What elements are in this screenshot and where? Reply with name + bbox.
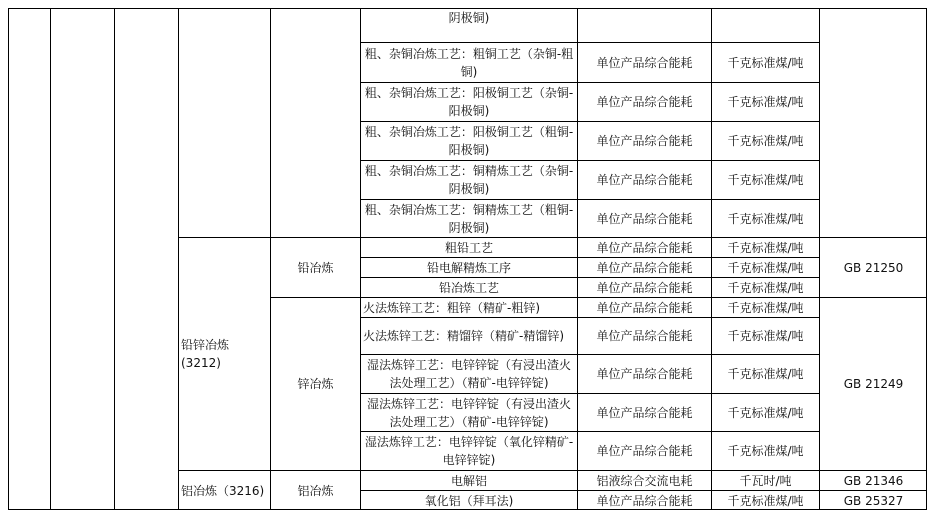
copper-indicator-3: 单位产品综合能耗 — [577, 121, 711, 160]
zinc-indicator-4: 单位产品综合能耗 — [577, 431, 711, 470]
aluminum-category: 铝冶炼（3216) — [178, 470, 270, 510]
copper-indicator-5: 单位产品综合能耗 — [577, 199, 711, 237]
aluminum-unit-0: 千瓦时/吨 — [711, 470, 819, 490]
copper-category-cell — [178, 8, 270, 237]
aluminum-indicator-0: 铝液综合交流电耗 — [577, 470, 711, 490]
lead-indicator-2: 单位产品综合能耗 — [577, 277, 711, 297]
zinc-process-4: 湿法炼锌工艺：电锌锌锭（氧化锌精矿-电锌锌锭) — [360, 431, 577, 470]
lead-process-1: 铅电解精炼工序 — [360, 257, 577, 277]
copper-unit-3: 千克标准煤/吨 — [711, 121, 819, 160]
lead-indicator-1: 单位产品综合能耗 — [577, 257, 711, 277]
copper-standard-cell — [819, 8, 927, 237]
copper-indicator-2: 单位产品综合能耗 — [577, 82, 711, 121]
copper-unit-2: 千克标准煤/吨 — [711, 82, 819, 121]
empty-col-2 — [50, 8, 114, 510]
zinc-unit-2: 千克标准煤/吨 — [711, 354, 819, 393]
aluminum-unit-1: 千克标准煤/吨 — [711, 490, 819, 510]
zinc-unit-1: 千克标准煤/吨 — [711, 317, 819, 354]
copper-process-5: 粗、杂铜冶炼工艺：铜精炼工艺（粗铜-阴极铜) — [360, 199, 577, 237]
copper-process-4: 粗、杂铜冶炼工艺：铜精炼工艺（杂铜-阴极铜) — [360, 160, 577, 199]
copper-process-2: 粗、杂铜冶炼工艺：阳极铜工艺（杂铜-阳极铜) — [360, 82, 577, 121]
lead-unit-0: 千克标准煤/吨 — [711, 237, 819, 257]
aluminum-indicator-1: 单位产品综合能耗 — [577, 490, 711, 510]
zinc-indicator-2: 单位产品综合能耗 — [577, 354, 711, 393]
table-right-border — [926, 8, 927, 510]
copper-indicator-1: 单位产品综合能耗 — [577, 42, 711, 82]
aluminum-standard-1: GB 25327 — [819, 490, 927, 510]
lead-unit-2: 千克标准煤/吨 — [711, 277, 819, 297]
lead-zinc-category: 铅锌冶炼(3212) — [178, 237, 270, 470]
lead-unit-1: 千克标准煤/吨 — [711, 257, 819, 277]
zinc-process-3: 湿法炼锌工艺：电锌锌锭（有浸出渣火法处理工艺）（精矿-电锌锌锭) — [360, 393, 577, 431]
empty-col-3 — [114, 8, 178, 510]
copper-indicator-0 — [577, 8, 711, 42]
zinc-indicator-1: 单位产品综合能耗 — [577, 317, 711, 354]
zinc-unit-3: 千克标准煤/吨 — [711, 393, 819, 431]
copper-unit-1: 千克标准煤/吨 — [711, 42, 819, 82]
lead-subcategory: 铅冶炼 — [270, 237, 360, 297]
copper-process-0: 阴极铜) — [360, 8, 577, 42]
copper-indicator-4: 单位产品综合能耗 — [577, 160, 711, 199]
lead-process-0: 粗铅工艺 — [360, 237, 577, 257]
copper-unit-0 — [711, 8, 819, 42]
copper-process-1: 粗、杂铜冶炼工艺：粗铜工艺（杂铜-粗铜) — [360, 42, 577, 82]
copper-sub-cell — [270, 8, 360, 237]
lead-indicator-0: 单位产品综合能耗 — [577, 237, 711, 257]
zinc-subcategory: 锌冶炼 — [270, 297, 360, 470]
copper-process-3: 粗、杂铜冶炼工艺：阳极铜工艺（粗铜-阳极铜) — [360, 121, 577, 160]
zinc-process-2: 湿法炼锌工艺：电锌锌锭（有浸出渣火法处理工艺）（精矿-电锌锌锭) — [360, 354, 577, 393]
table-bottom-border — [8, 509, 927, 510]
aluminum-process-0: 电解铝 — [360, 470, 577, 490]
copper-unit-5: 千克标准煤/吨 — [711, 199, 819, 237]
zinc-unit-0: 千克标准煤/吨 — [711, 297, 819, 317]
aluminum-process-1: 氧化铝（拜耳法) — [360, 490, 577, 510]
lead-standard: GB 21250 — [819, 237, 927, 297]
zinc-process-1: 火法炼锌工艺：精馏锌（精矿-精馏锌) — [360, 317, 577, 354]
empty-col-1 — [8, 8, 50, 510]
copper-unit-4: 千克标准煤/吨 — [711, 160, 819, 199]
zinc-process-0: 火法炼锌工艺：粗锌（精矿-粗锌) — [360, 297, 577, 317]
zinc-unit-4: 千克标准煤/吨 — [711, 431, 819, 470]
lead-process-2: 铅冶炼工艺 — [360, 277, 577, 297]
aluminum-subcategory: 铝冶炼 — [270, 470, 360, 510]
zinc-indicator-3: 单位产品综合能耗 — [577, 393, 711, 431]
aluminum-standard-0: GB 21346 — [819, 470, 927, 490]
zinc-indicator-0: 单位产品综合能耗 — [577, 297, 711, 317]
zinc-standard: GB 21249 — [819, 297, 927, 470]
